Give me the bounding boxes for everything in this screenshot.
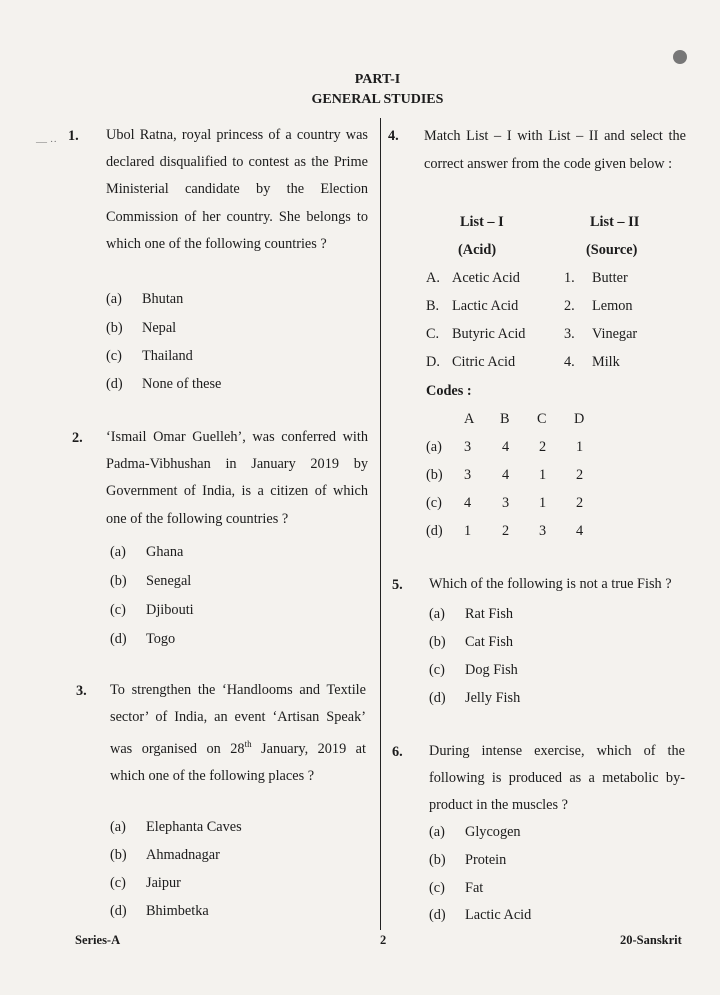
codes-label: Codes :	[426, 383, 472, 399]
option-c: (c) Djibouti	[110, 602, 194, 618]
option-d: (d) Lactic Acid	[429, 907, 532, 923]
column-divider	[380, 118, 381, 930]
footer-series: Series-A	[75, 933, 121, 947]
page-header	[0, 70, 720, 110]
part-title: PART-I	[354, 72, 401, 87]
question-text: During intense exercise, which of the following is produced as a metabolic by-product in the muscles ?	[429, 743, 685, 813]
option-a: (a) Bhutan	[106, 291, 184, 307]
question-number: 6.	[392, 744, 403, 760]
punch-hole	[673, 50, 687, 64]
option-d: (d) Jelly Fish	[429, 690, 521, 706]
question-number: 2.	[72, 430, 83, 446]
option-c: (c) Jaipur	[110, 875, 181, 891]
question-text: Which of the following is not a true Fish ?	[429, 576, 672, 592]
option-d: (d) Bhimbetka	[110, 903, 209, 919]
list2-subtitle: (Source)	[586, 242, 638, 258]
question-number: 5.	[392, 577, 403, 593]
option-d: (d) Togo	[110, 631, 176, 647]
list1-subtitle: (Acid)	[458, 242, 497, 258]
option-a: (a) Elephanta Caves	[110, 819, 242, 835]
option-c: (c) Thailand	[106, 348, 193, 364]
question-text: To strengthen the ‘Handlooms and Textile sector’ of India, an event ‘Artisan Speak’ was organised on 28th January, 2019 at which one of the following places ?	[110, 682, 366, 784]
question-number: 3.	[76, 683, 87, 699]
option-a: (a) Ghana	[110, 544, 184, 560]
option-a: (a) Rat Fish	[429, 606, 514, 622]
list2-title: List – II	[590, 214, 640, 230]
option-b: (b) Ahmadnagar	[110, 847, 220, 863]
section-title: GENERAL STUDIES	[311, 92, 444, 107]
option-b: (b) Nepal	[106, 320, 177, 336]
footer-page-number: 2	[380, 933, 387, 947]
option-b: (b) Senegal	[110, 573, 192, 589]
option-a: (a) Glycogen	[429, 824, 521, 840]
question-number: 4.	[388, 128, 399, 144]
footer-paper-code: 20-Sanskrit	[620, 933, 682, 947]
question-text: ‘Ismail Omar Guelleh’, was conferred with Padma-Vibhushan in January 2019 by Government of India, is a citizen of which one of the following countries ?	[106, 429, 368, 527]
option-c: (c) Dog Fish	[429, 662, 518, 678]
list1-title: List – I	[460, 214, 504, 230]
option-b: (b) Protein	[429, 852, 507, 868]
option-c: (c) Fat	[429, 880, 484, 896]
question-text: Match List – I with List – II and select the correct answer from the code given below :	[424, 128, 686, 172]
exam-page: PART-I GENERAL STUDIES — ·· 1. Ubol Ratna, royal princess of a country was declared disqualified to contest as the Prime Ministerial candidate by the Election Commission of her country. She belongs to which one of the following countries ? (a) Bhutan (b) Nepal (c) Thailand (d) None of these 2. ‘Ismail Omar Guelleh’, was conferred with Padma-Vibhushan in January 2019 by Government of India, is a citizen of which one of the following countries ? (a) Ghana (b) Senegal (c) Djibouti (d) Togo 3. To strengthen the ‘Handlooms and Textile sector’ of India, an event ‘Artisan Speak’ was organised on 28th January, 2019 at which one of the following places ? (a) Elephanta Caves (b) Ahmadnagar (c) Jaipur (d) Bhimbetka 4. Match List – I with List – II and select the correct answer from the code given below : List – I (Acid) List – II (Source) A. Acetic Acid 1. Butter B. Lactic Acid 2. Lemon C. Butyric Acid 3. Vinegar D. Citric Acid 4. Milk Codes : A B C D (a) 3 4 2 1 (b) 3 4 1 2 (c) 4 3 1 2 (d) 1 2 3 4 5. Which of the following is not a true Fish ? (a) Rat Fish (b) Cat Fish (c) Dog Fish (d) Jelly Fish 6. During intense exercise, which of the following is produced as a metabolic by-product in the muscles ? (a) Glycogen (b) Protein (c) Fat (d) Lactic Acid Series-A 2 20-Sanskrit	[0, 0, 720, 995]
margin-mark: — ··	[36, 136, 58, 148]
option-d: (d) None of these	[106, 376, 222, 392]
question-number: 1.	[68, 128, 79, 144]
option-b: (b) Cat Fish	[429, 634, 514, 650]
question-text: Ubol Ratna, royal princess of a country was declared disqualified to contest as the Prime Ministerial candidate by the Election Commission of her country. She belongs to which one of the following countries ?	[106, 127, 368, 252]
